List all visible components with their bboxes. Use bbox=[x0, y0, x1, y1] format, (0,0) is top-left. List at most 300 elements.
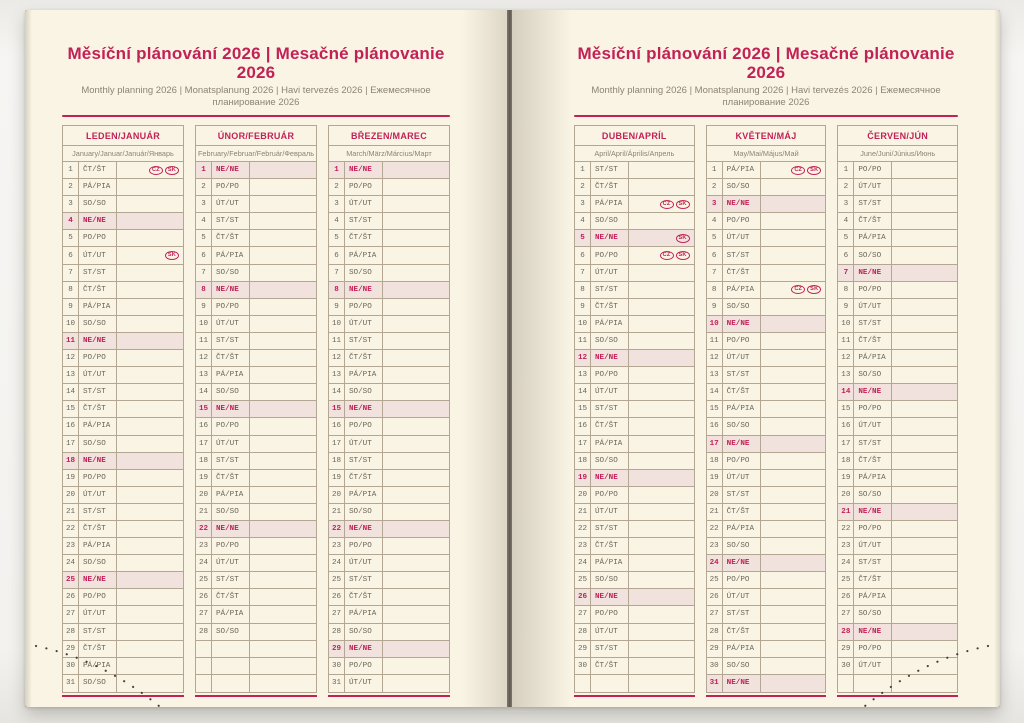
notes-cell bbox=[892, 384, 957, 400]
day-number: 3 bbox=[63, 196, 79, 212]
day-row bbox=[575, 589, 694, 606]
notes-cell bbox=[117, 521, 183, 537]
notes-cell bbox=[117, 487, 183, 503]
day-abbrev: SO/SO bbox=[212, 624, 250, 640]
day-abbrev: PÁ/PIA bbox=[723, 641, 761, 657]
day-number: 31 bbox=[329, 675, 345, 692]
day-abbrev: ÚT/UT bbox=[212, 555, 250, 571]
day-abbrev: NE/NE bbox=[212, 401, 250, 417]
notes-cell bbox=[383, 487, 449, 503]
notes-cell bbox=[383, 230, 449, 246]
day-row bbox=[575, 521, 694, 538]
day-number: 2 bbox=[838, 179, 854, 195]
day-row bbox=[838, 384, 957, 401]
notes-cell bbox=[383, 504, 449, 520]
day-number: 20 bbox=[838, 487, 854, 503]
day-row bbox=[575, 453, 694, 470]
day-number: 21 bbox=[63, 504, 79, 520]
day-number: 25 bbox=[329, 572, 345, 588]
day-abbrev: ST/ST bbox=[591, 641, 629, 657]
notes-cell bbox=[629, 213, 694, 229]
notes-cell bbox=[117, 436, 183, 452]
notes-cell bbox=[250, 658, 316, 674]
notes-cell bbox=[761, 589, 826, 605]
day-number-empty bbox=[196, 658, 212, 674]
notes-cell bbox=[761, 299, 826, 315]
day-row bbox=[63, 624, 183, 641]
day-row bbox=[196, 282, 316, 299]
notes-cell bbox=[383, 247, 449, 263]
day-abbrev-empty bbox=[591, 675, 629, 692]
day-number: 29 bbox=[707, 641, 723, 657]
day-row bbox=[63, 367, 183, 384]
day-row bbox=[329, 589, 449, 606]
month-table bbox=[837, 125, 958, 693]
day-number: 9 bbox=[575, 299, 591, 315]
month-translations: April/April/Április/Апрель bbox=[575, 146, 694, 162]
day-abbrev: PO/PO bbox=[591, 487, 629, 503]
day-abbrev: SO/SO bbox=[591, 572, 629, 588]
day-abbrev: ÚT/UT bbox=[723, 230, 761, 246]
day-abbrev: ST/ST bbox=[854, 555, 892, 571]
day-row bbox=[196, 265, 316, 282]
notes-cell bbox=[383, 213, 449, 229]
notes-cell bbox=[629, 316, 694, 332]
day-abbrev: NE/NE bbox=[591, 350, 629, 366]
notes-cell bbox=[250, 179, 316, 195]
day-row bbox=[196, 179, 316, 196]
day-number: 2 bbox=[63, 179, 79, 195]
notes-cell bbox=[383, 675, 449, 692]
day-row bbox=[838, 299, 957, 316]
day-abbrev: PO/PO bbox=[79, 350, 117, 366]
day-abbrev: ČT/ŠT bbox=[345, 589, 383, 605]
day-row bbox=[575, 606, 694, 623]
day-abbrev: PÁ/PIA bbox=[79, 299, 117, 315]
day-abbrev: ÚT/UT bbox=[854, 179, 892, 195]
day-abbrev: ÚT/UT bbox=[854, 418, 892, 434]
notes-cell bbox=[629, 162, 694, 178]
day-row bbox=[196, 418, 316, 435]
blank-row bbox=[838, 675, 957, 692]
day-row bbox=[63, 470, 183, 487]
day-number: 18 bbox=[329, 453, 345, 469]
day-row bbox=[63, 453, 183, 470]
day-number: 8 bbox=[707, 282, 723, 298]
day-abbrev: PO/PO bbox=[79, 589, 117, 605]
day-abbrev: ČT/ŠT bbox=[79, 282, 117, 298]
day-abbrev: PO/PO bbox=[345, 658, 383, 674]
notes-cell bbox=[117, 333, 183, 349]
day-number: 16 bbox=[575, 418, 591, 434]
day-abbrev: PO/PO bbox=[212, 179, 250, 195]
notes-cell bbox=[892, 675, 957, 692]
day-abbrev: PÁ/PIA bbox=[212, 247, 250, 263]
day-number: 26 bbox=[838, 589, 854, 605]
day-row bbox=[329, 247, 449, 264]
day-abbrev: ČT/ŠT bbox=[591, 418, 629, 434]
notes-cell bbox=[892, 521, 957, 537]
day-row bbox=[575, 436, 694, 453]
day-row bbox=[196, 230, 316, 247]
day-number: 6 bbox=[329, 247, 345, 263]
day-row bbox=[196, 453, 316, 470]
day-number: 3 bbox=[575, 196, 591, 212]
day-number: 8 bbox=[838, 282, 854, 298]
day-row bbox=[329, 504, 449, 521]
page-subtitle: Monthly planning 2026 | Monatsplanung 2026 | Havi tervezés 2026 | Ежемесячное планирование 2026 bbox=[81, 85, 431, 108]
day-row bbox=[63, 282, 183, 299]
day-row bbox=[707, 572, 826, 589]
notes-cell bbox=[761, 230, 826, 246]
day-row bbox=[196, 367, 316, 384]
notes-cell bbox=[629, 624, 694, 640]
day-number: 11 bbox=[575, 333, 591, 349]
day-row bbox=[63, 162, 183, 179]
day-number: 13 bbox=[196, 367, 212, 383]
day-number-empty bbox=[196, 675, 212, 692]
notes-cell bbox=[250, 538, 316, 554]
day-abbrev: NE/NE bbox=[591, 589, 629, 605]
day-number: 4 bbox=[838, 213, 854, 229]
day-abbrev: NE/NE bbox=[79, 572, 117, 588]
notes-cell bbox=[250, 487, 316, 503]
day-row bbox=[838, 658, 957, 675]
notes-cell bbox=[892, 179, 957, 195]
day-number: 1 bbox=[196, 162, 212, 178]
notes-cell bbox=[761, 487, 826, 503]
notes-cell bbox=[117, 418, 183, 434]
notes-cell bbox=[761, 196, 826, 212]
day-abbrev: ST/ST bbox=[723, 247, 761, 263]
notes-cell bbox=[250, 247, 316, 263]
notes-cell bbox=[383, 589, 449, 605]
day-abbrev: ÚT/UT bbox=[212, 436, 250, 452]
day-abbrev: ST/ST bbox=[212, 333, 250, 349]
day-row bbox=[838, 247, 957, 264]
notes-cell bbox=[250, 265, 316, 281]
notes-cell bbox=[892, 299, 957, 315]
day-abbrev: NE/NE bbox=[212, 521, 250, 537]
day-abbrev: PÁ/PIA bbox=[79, 658, 117, 674]
day-abbrev: SO/SO bbox=[212, 265, 250, 281]
blank-row bbox=[575, 675, 694, 692]
day-row bbox=[196, 316, 316, 333]
day-row bbox=[329, 265, 449, 282]
day-number: 1 bbox=[707, 162, 723, 178]
month-name: ÚNOR/FEBRUÁR bbox=[196, 126, 316, 146]
day-row bbox=[575, 572, 694, 589]
day-abbrev: ST/ST bbox=[723, 367, 761, 383]
day-row bbox=[707, 401, 826, 418]
day-number: 16 bbox=[196, 418, 212, 434]
day-abbrev: ČT/ŠT bbox=[591, 299, 629, 315]
day-number: 6 bbox=[575, 247, 591, 263]
notes-cell bbox=[892, 572, 957, 588]
day-row bbox=[63, 230, 183, 247]
day-row bbox=[575, 555, 694, 572]
day-abbrev: ST/ST bbox=[212, 572, 250, 588]
day-abbrev: ČT/ŠT bbox=[591, 538, 629, 554]
notes-cell bbox=[892, 487, 957, 503]
notes-cell bbox=[761, 453, 826, 469]
holiday-badge-cz: CZ bbox=[149, 166, 163, 175]
day-row bbox=[707, 487, 826, 504]
day-abbrev: ST/ST bbox=[79, 624, 117, 640]
day-abbrev: ČT/ŠT bbox=[345, 230, 383, 246]
day-abbrev: ÚT/UT bbox=[79, 247, 117, 263]
day-abbrev: PO/PO bbox=[345, 538, 383, 554]
notes-cell bbox=[629, 470, 694, 486]
day-number: 21 bbox=[575, 504, 591, 520]
day-number: 28 bbox=[707, 624, 723, 640]
day-row bbox=[707, 641, 826, 658]
day-row bbox=[329, 436, 449, 453]
notes-cell bbox=[117, 179, 183, 195]
day-abbrev: ST/ST bbox=[591, 521, 629, 537]
day-row bbox=[63, 401, 183, 418]
notes-cell bbox=[250, 521, 316, 537]
day-row bbox=[196, 247, 316, 264]
day-row bbox=[63, 384, 183, 401]
notes-cell bbox=[761, 572, 826, 588]
day-number: 18 bbox=[63, 453, 79, 469]
day-abbrev: PO/PO bbox=[345, 418, 383, 434]
day-row bbox=[575, 299, 694, 316]
day-row bbox=[329, 384, 449, 401]
day-number: 1 bbox=[63, 162, 79, 178]
day-abbrev: PÁ/PIA bbox=[345, 247, 383, 263]
day-number: 3 bbox=[329, 196, 345, 212]
day-number: 12 bbox=[196, 350, 212, 366]
day-abbrev: NE/NE bbox=[723, 675, 761, 692]
day-row bbox=[63, 265, 183, 282]
notes-cell bbox=[383, 282, 449, 298]
day-abbrev: PÁ/PIA bbox=[591, 555, 629, 571]
day-abbrev: ST/ST bbox=[345, 333, 383, 349]
day-number: 14 bbox=[329, 384, 345, 400]
day-abbrev: ÚT/UT bbox=[591, 265, 629, 281]
day-number: 10 bbox=[575, 316, 591, 332]
day-row bbox=[575, 213, 694, 230]
day-abbrev: ST/ST bbox=[212, 213, 250, 229]
notes-cell bbox=[117, 470, 183, 486]
day-number: 23 bbox=[838, 538, 854, 554]
notes-cell bbox=[250, 350, 316, 366]
day-number: 19 bbox=[838, 470, 854, 486]
day-number: 14 bbox=[575, 384, 591, 400]
day-row bbox=[329, 213, 449, 230]
day-abbrev: ÚT/UT bbox=[723, 350, 761, 366]
day-row bbox=[575, 504, 694, 521]
day-row bbox=[575, 316, 694, 333]
notes-cell bbox=[761, 316, 826, 332]
notes-cell bbox=[383, 418, 449, 434]
day-abbrev: PÁ/PIA bbox=[591, 196, 629, 212]
day-row bbox=[575, 350, 694, 367]
day-number: 3 bbox=[707, 196, 723, 212]
day-number: 28 bbox=[329, 624, 345, 640]
day-abbrev: ÚT/UT bbox=[854, 658, 892, 674]
notes-cell bbox=[117, 367, 183, 383]
month-column-3 bbox=[328, 125, 450, 697]
notes-cell bbox=[117, 350, 183, 366]
notes-cell bbox=[761, 265, 826, 281]
notes-cell bbox=[629, 418, 694, 434]
day-abbrev: ST/ST bbox=[723, 487, 761, 503]
day-row bbox=[63, 299, 183, 316]
day-number: 23 bbox=[707, 538, 723, 554]
day-number: 22 bbox=[196, 521, 212, 537]
day-row bbox=[329, 350, 449, 367]
day-abbrev: PO/PO bbox=[723, 572, 761, 588]
day-number: 8 bbox=[329, 282, 345, 298]
notes-cell bbox=[383, 641, 449, 657]
day-number: 24 bbox=[575, 555, 591, 571]
day-number: 27 bbox=[575, 606, 591, 622]
day-number: 10 bbox=[63, 316, 79, 332]
day-number: 24 bbox=[63, 555, 79, 571]
holiday-badge-cz: CZ bbox=[791, 285, 805, 294]
day-number: 28 bbox=[838, 624, 854, 640]
day-number: 9 bbox=[63, 299, 79, 315]
notes-cell bbox=[250, 504, 316, 520]
day-row bbox=[575, 179, 694, 196]
day-abbrev: SO/SO bbox=[723, 418, 761, 434]
day-abbrev: SO/SO bbox=[79, 196, 117, 212]
notes-cell bbox=[629, 487, 694, 503]
day-number: 23 bbox=[575, 538, 591, 554]
holiday-badge-sk: SK bbox=[676, 251, 690, 260]
day-abbrev: PO/PO bbox=[854, 641, 892, 657]
day-row bbox=[707, 384, 826, 401]
day-abbrev: ST/ST bbox=[723, 606, 761, 622]
month-underline bbox=[62, 695, 184, 698]
day-abbrev: ČT/ŠT bbox=[212, 350, 250, 366]
notes-cell bbox=[629, 675, 694, 692]
title-rule bbox=[62, 115, 450, 117]
day-row bbox=[329, 487, 449, 504]
day-row bbox=[575, 470, 694, 487]
notes-cell bbox=[761, 641, 826, 657]
notes-cell bbox=[383, 436, 449, 452]
month-name: BŘEZEN/MAREC bbox=[329, 126, 449, 146]
day-number: 29 bbox=[63, 641, 79, 657]
notes-cell bbox=[892, 470, 957, 486]
day-abbrev: ÚT/UT bbox=[591, 624, 629, 640]
day-number: 12 bbox=[63, 350, 79, 366]
notes-cell bbox=[383, 521, 449, 537]
notes-cell bbox=[761, 350, 826, 366]
day-row bbox=[838, 453, 957, 470]
day-abbrev: SO/SO bbox=[854, 247, 892, 263]
page-subtitle: Monthly planning 2026 | Monatsplanung 2026 | Havi tervezés 2026 | Ежемесячное планирование 2026 bbox=[591, 85, 941, 108]
month-translations: May/Mai/Május/Май bbox=[707, 146, 826, 162]
day-number: 24 bbox=[196, 555, 212, 571]
day-row bbox=[329, 658, 449, 675]
day-row bbox=[707, 213, 826, 230]
notes-cell bbox=[892, 606, 957, 622]
day-number: 30 bbox=[329, 658, 345, 674]
day-row bbox=[838, 282, 957, 299]
notes-cell bbox=[761, 470, 826, 486]
day-abbrev: ČT/ŠT bbox=[723, 265, 761, 281]
notes-cell bbox=[892, 230, 957, 246]
day-number: 9 bbox=[329, 299, 345, 315]
day-row bbox=[707, 675, 826, 692]
left-sheet bbox=[62, 44, 450, 697]
day-number: 2 bbox=[575, 179, 591, 195]
notes-cell bbox=[892, 658, 957, 674]
day-row bbox=[707, 367, 826, 384]
day-abbrev: NE/NE bbox=[345, 282, 383, 298]
day-number: 20 bbox=[575, 487, 591, 503]
day-row bbox=[707, 606, 826, 623]
day-row bbox=[196, 299, 316, 316]
day-row bbox=[196, 213, 316, 230]
day-number: 30 bbox=[838, 658, 854, 674]
day-abbrev: SO/SO bbox=[854, 487, 892, 503]
notes-cell bbox=[383, 624, 449, 640]
day-abbrev: NE/NE bbox=[723, 196, 761, 212]
notes-cell bbox=[892, 282, 957, 298]
notes-cell bbox=[629, 453, 694, 469]
notes-cell bbox=[892, 247, 957, 263]
day-abbrev: ST/ST bbox=[854, 316, 892, 332]
day-row bbox=[63, 538, 183, 555]
day-number: 31 bbox=[63, 675, 79, 692]
day-number: 17 bbox=[196, 436, 212, 452]
day-number: 4 bbox=[707, 213, 723, 229]
day-abbrev: ČT/ŠT bbox=[723, 504, 761, 520]
day-abbrev: ÚT/UT bbox=[854, 538, 892, 554]
day-abbrev: ST/ST bbox=[854, 436, 892, 452]
notes-cell bbox=[383, 350, 449, 366]
notes-cell bbox=[761, 504, 826, 520]
day-abbrev: SO/SO bbox=[854, 367, 892, 383]
day-row bbox=[838, 179, 957, 196]
notes-cell bbox=[892, 538, 957, 554]
day-number: 8 bbox=[196, 282, 212, 298]
notes-cell bbox=[250, 589, 316, 605]
notes-cell bbox=[629, 196, 694, 212]
day-number: 13 bbox=[575, 367, 591, 383]
holiday-badge-sk: SK bbox=[676, 200, 690, 209]
day-number: 11 bbox=[63, 333, 79, 349]
day-row bbox=[196, 572, 316, 589]
day-row bbox=[838, 538, 957, 555]
day-number: 30 bbox=[575, 658, 591, 674]
day-number: 27 bbox=[329, 606, 345, 622]
notes-cell bbox=[892, 333, 957, 349]
day-number: 12 bbox=[575, 350, 591, 366]
day-row bbox=[838, 162, 957, 179]
notes-cell bbox=[892, 316, 957, 332]
month-column-6 bbox=[837, 125, 958, 697]
month-name: LEDEN/JANUÁR bbox=[63, 126, 183, 146]
day-row bbox=[707, 299, 826, 316]
day-abbrev: SO/SO bbox=[723, 658, 761, 674]
month-underline bbox=[837, 695, 958, 698]
day-row bbox=[575, 538, 694, 555]
day-number: 19 bbox=[329, 470, 345, 486]
day-row bbox=[707, 418, 826, 435]
notes-cell bbox=[629, 555, 694, 571]
day-number: 16 bbox=[329, 418, 345, 434]
day-row bbox=[838, 624, 957, 641]
day-abbrev: PÁ/PIA bbox=[723, 521, 761, 537]
notes-cell bbox=[250, 401, 316, 417]
